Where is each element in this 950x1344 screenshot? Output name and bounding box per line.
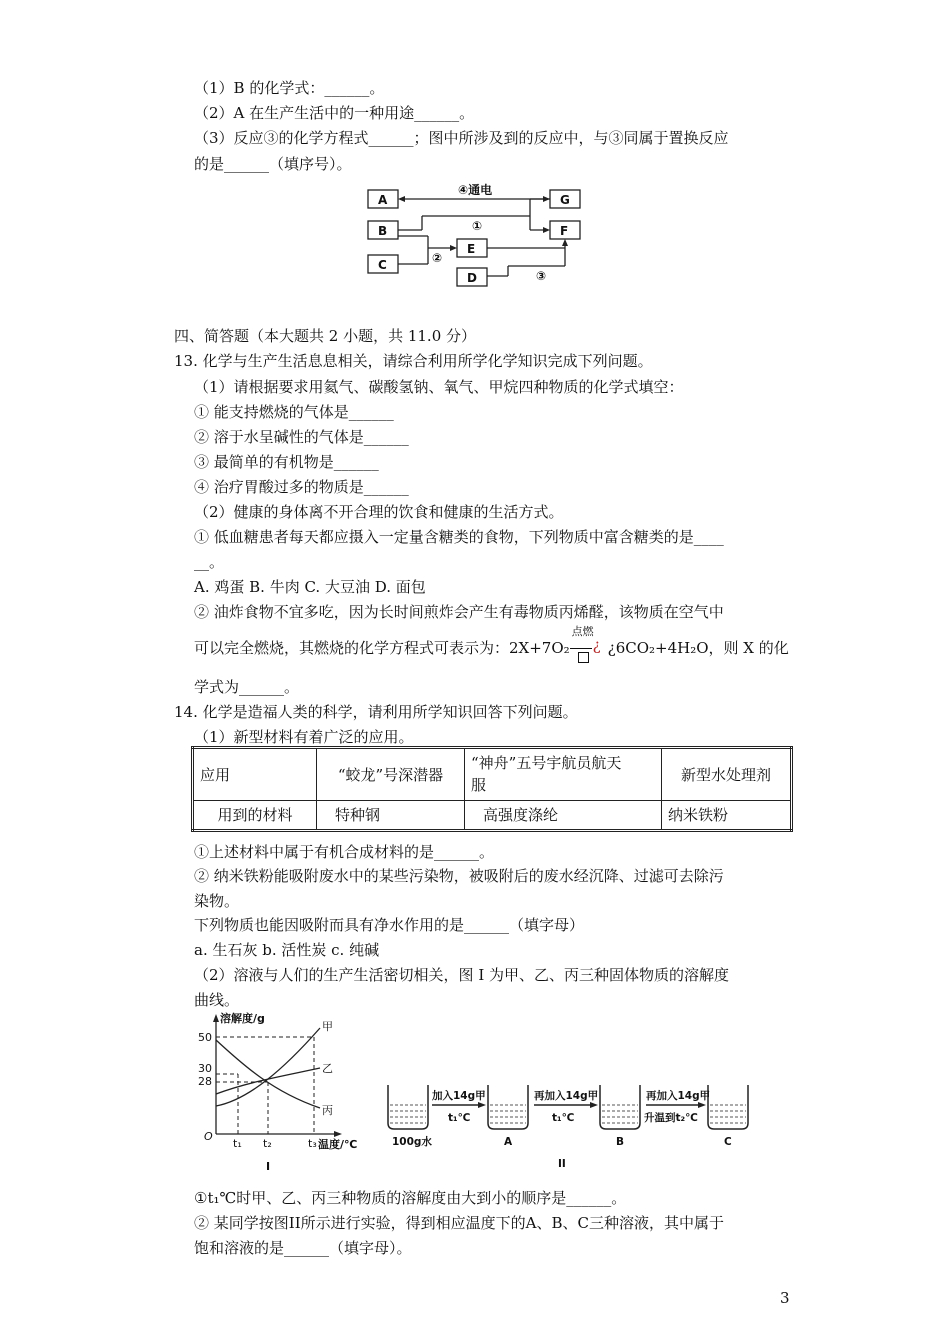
y-tick-30: 30	[198, 1062, 212, 1075]
step1-cond: t₁℃	[448, 1112, 471, 1124]
table-cell	[465, 748, 662, 801]
q12-line1: （1）B 的化学式：______。	[194, 79, 385, 97]
q13-line6: ④ 治疗胃酸过多的物质是______	[194, 478, 409, 496]
box-e-label: E	[467, 242, 476, 256]
box-f-label: F	[560, 224, 569, 238]
step1-label: 加入14g甲	[432, 1090, 486, 1102]
label-b: B	[616, 1136, 625, 1148]
cell-line: “神舟”五号宇航员航天	[471, 754, 622, 773]
q13-line2: （1）请根据要求用氦气、碳酸氢钠、氧气、甲烷四种物质的化学式填空：	[194, 378, 684, 396]
q13-equation-line	[194, 625, 789, 658]
x-tick-t1: t₁	[233, 1137, 242, 1150]
equation-line	[570, 648, 592, 649]
water-label: 100g水	[392, 1136, 432, 1148]
label-c: C	[724, 1136, 732, 1148]
q13-line3: ① 能支持燃烧的气体是______	[194, 403, 394, 421]
y-tick-28: 28	[198, 1075, 212, 1088]
table-row	[193, 748, 792, 801]
q13-line9: __。	[194, 553, 225, 571]
label-a: A	[504, 1136, 513, 1148]
box-b-label: B	[378, 224, 388, 238]
box-d-label: D	[467, 271, 477, 285]
reaction-4-label: ④通电	[458, 183, 493, 197]
figure-1-caption: I	[266, 1160, 271, 1173]
q13-line7: （2）健康的身体离不开合理的饮食和健康的生活方式。	[194, 503, 564, 521]
q12-line3: （3）反应③的化学方程式______；图中所涉及到的反应中，与③同属于置换反应	[194, 129, 729, 147]
reaction-diagram	[360, 178, 600, 288]
materials-table	[191, 746, 793, 832]
q14-line11: ② 某同学按图II所示进行实验，得到相应温度下的A、B、C三种溶液，其中属于	[194, 1214, 724, 1232]
step2-cond: t₁℃	[552, 1112, 575, 1124]
q13-line8: ① 低血糖患者每天都应摄入一定量含糖类的食物，下列物质中富含糖类的是____	[194, 528, 724, 546]
q13-line13: 学式为______。	[194, 678, 300, 696]
equation-glyph: ¿	[592, 636, 601, 654]
figure-2-caption: II	[558, 1158, 566, 1170]
q14-line5: 染物。	[194, 892, 240, 910]
equation-condition: 点燃	[571, 625, 594, 638]
reaction-2-label: ②	[432, 251, 443, 265]
table-cell: 用到的材料	[193, 800, 317, 830]
q13-line1: 13. 化学与生产生活息息相关，请综合利用所学化学知识完成下列问题。	[174, 352, 653, 370]
q12-line4: 的是______（填序号）。	[194, 155, 352, 173]
q14-line4: ② 纳米铁粉能吸附废水中的某些污染物，被吸附后的废水经沉降、过滤可去除污	[194, 867, 724, 885]
reaction-1-label: ①	[472, 219, 483, 233]
beaker-b	[600, 1085, 640, 1129]
equation-box-glyph	[578, 652, 589, 663]
reaction-3-label: ③	[536, 269, 547, 283]
box-a-label: A	[378, 193, 388, 207]
page-number: 3	[780, 1289, 790, 1307]
q14-line8: （2）溶液与人们的生产生活密切相关，图 I 为甲、乙、丙三种固体物质的溶解度	[194, 966, 730, 984]
table-cell: 新型水处理剂	[662, 748, 792, 801]
y-axis-label: 溶解度/g	[220, 1012, 265, 1025]
curve-jia-label: 甲	[322, 1020, 333, 1033]
equation-right: ¿6CO₂+4H₂O，则 X 的化	[607, 639, 789, 657]
table-cell: 纳米铁粉	[662, 800, 792, 830]
step3-label: 再加入14g甲	[646, 1090, 711, 1102]
solubility-chart	[188, 1010, 368, 1175]
beaker-c	[708, 1085, 748, 1129]
q12-line2: （2）A 在生产生活中的一种用途______。	[194, 104, 475, 122]
table-cell: 特种钢	[317, 800, 465, 830]
beaker-experiment	[380, 1075, 760, 1170]
q13-line11: ② 油炸食物不宜多吃，因为长时间煎炸会产生有毒物质丙烯醛，该物质在空气中	[194, 603, 724, 621]
y-tick-50: 50	[198, 1031, 212, 1044]
q14-line3: ①上述材料中属于有机合成材料的是______。	[194, 843, 495, 861]
section-title: 四、简答题（本大题共 2 小题，共 11.0 分）	[174, 327, 477, 345]
box-g-label: G	[560, 193, 570, 207]
q14-line1: 14. 化学是造福人类的科学，请利用所学知识回答下列问题。	[174, 703, 578, 721]
q13-line5: ③ 最简单的有机物是______	[194, 453, 379, 471]
beaker-a	[488, 1085, 528, 1129]
q13-line4: ② 溶于水呈碱性的气体是______	[194, 428, 409, 446]
cell-line: 服	[471, 776, 487, 795]
step2-label: 再加入14g甲	[534, 1090, 599, 1102]
table-row	[193, 800, 792, 830]
x-tick-t2: t₂	[263, 1137, 272, 1150]
table-cell: 高强度涤纶	[465, 800, 662, 830]
curve-yi-label: 乙	[322, 1062, 333, 1075]
box-c-label: C	[378, 258, 387, 272]
beaker-water	[388, 1085, 428, 1129]
curve-bing-label: 丙	[322, 1104, 333, 1117]
q14-line9: 曲线。	[194, 991, 240, 1009]
q13-line10: A. 鸡蛋 B. 牛肉 C. 大豆油 D. 面包	[194, 578, 426, 596]
q14-line6: 下列物质也能因吸附而具有净水作用的是______（填字母）	[194, 916, 585, 934]
table-cell: “蛟龙”号深潜器	[317, 748, 465, 801]
equation-left: 可以完全燃烧，其燃烧的化学方程式可表示为：2X+7O₂	[194, 639, 570, 657]
q14-line7: a. 生石灰 b. 活性炭 c. 纯碱	[194, 941, 380, 959]
x-axis-label: 温度/℃	[318, 1138, 358, 1151]
curve-jia	[216, 1028, 320, 1106]
q14-line10: ①t₁℃时甲、乙、丙三种物质的溶解度由大到小的顺序是______。	[194, 1189, 627, 1207]
q14-line2: （1）新型材料有着广泛的应用。	[194, 728, 414, 746]
origin-label: O	[204, 1130, 213, 1143]
table-cell: 应用	[193, 748, 317, 801]
q14-line12: 饱和溶液的是______（填字母）。	[194, 1239, 412, 1257]
step3-cond: 升温到t₂℃	[644, 1112, 698, 1124]
x-tick-t3: t₃	[308, 1137, 317, 1150]
